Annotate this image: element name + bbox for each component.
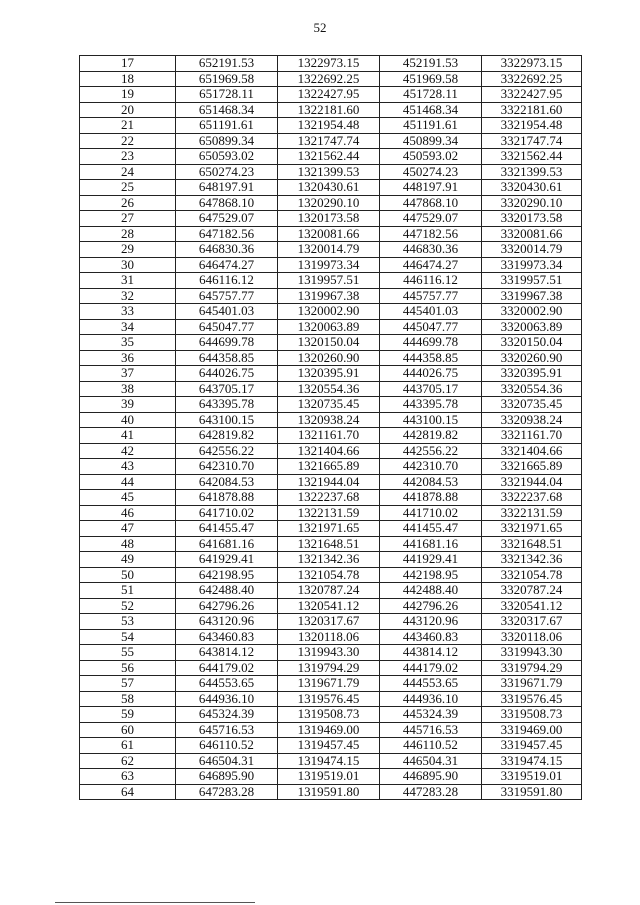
y-coordinate-cell: 1319519.01 [278, 769, 380, 785]
point-number-cell: 39 [80, 397, 176, 413]
x-coordinate-cell: 647182.56 [176, 226, 278, 242]
y-local-coordinate-cell: 3322427.95 [482, 87, 582, 103]
point-number-cell: 60 [80, 722, 176, 738]
y-coordinate-cell: 1321342.36 [278, 552, 380, 568]
y-local-coordinate-cell: 3320260.90 [482, 350, 582, 366]
y-coordinate-cell: 1320735.45 [278, 397, 380, 413]
x-local-coordinate-cell: 447868.10 [380, 195, 482, 211]
y-local-coordinate-cell: 3321747.74 [482, 133, 582, 149]
table-row [80, 381, 582, 397]
y-coordinate-cell: 1320002.90 [278, 304, 380, 320]
y-local-coordinate-cell: 3319943.30 [482, 645, 582, 661]
y-local-coordinate-cell: 3319457.45 [482, 738, 582, 754]
x-local-coordinate-cell: 452191.53 [380, 56, 482, 72]
y-local-coordinate-cell: 3321342.36 [482, 552, 582, 568]
point-number-cell: 43 [80, 459, 176, 475]
x-local-coordinate-cell: 443460.83 [380, 629, 482, 645]
y-coordinate-cell: 1320014.79 [278, 242, 380, 258]
table-row [80, 366, 582, 382]
table-row [80, 273, 582, 289]
point-number-cell: 53 [80, 614, 176, 630]
x-local-coordinate-cell: 442488.40 [380, 583, 482, 599]
y-coordinate-cell: 1319973.34 [278, 257, 380, 273]
x-coordinate-cell: 645047.77 [176, 319, 278, 335]
y-coordinate-cell: 1322692.25 [278, 71, 380, 87]
y-local-coordinate-cell: 3320787.24 [482, 583, 582, 599]
x-local-coordinate-cell: 445401.03 [380, 304, 482, 320]
table-row [80, 211, 582, 227]
y-coordinate-cell: 1319794.29 [278, 660, 380, 676]
point-number-cell: 40 [80, 412, 176, 428]
y-coordinate-cell: 1322973.15 [278, 56, 380, 72]
y-coordinate-cell: 1321399.53 [278, 164, 380, 180]
table-row [80, 660, 582, 676]
point-number-cell: 35 [80, 335, 176, 351]
x-coordinate-cell: 650593.02 [176, 149, 278, 165]
x-coordinate-cell: 651468.34 [176, 102, 278, 118]
table-row [80, 180, 582, 196]
point-number-cell: 30 [80, 257, 176, 273]
x-local-coordinate-cell: 441710.02 [380, 505, 482, 521]
point-number-cell: 42 [80, 443, 176, 459]
table-row [80, 459, 582, 475]
x-coordinate-cell: 643120.96 [176, 614, 278, 630]
y-coordinate-cell: 1320430.61 [278, 180, 380, 196]
y-local-coordinate-cell: 3322237.68 [482, 490, 582, 506]
y-local-coordinate-cell: 3320735.45 [482, 397, 582, 413]
y-coordinate-cell: 1319469.00 [278, 722, 380, 738]
table-row [80, 288, 582, 304]
table-row [80, 598, 582, 614]
table-row [80, 629, 582, 645]
table-row [80, 195, 582, 211]
y-coordinate-cell: 1322237.68 [278, 490, 380, 506]
y-coordinate-cell: 1320787.24 [278, 583, 380, 599]
table-row [80, 428, 582, 444]
x-coordinate-cell: 651969.58 [176, 71, 278, 87]
y-local-coordinate-cell: 3321054.78 [482, 567, 582, 583]
y-coordinate-cell: 1321404.66 [278, 443, 380, 459]
x-local-coordinate-cell: 445757.77 [380, 288, 482, 304]
point-number-cell: 56 [80, 660, 176, 676]
x-coordinate-cell: 644026.75 [176, 366, 278, 382]
y-coordinate-cell: 1321665.89 [278, 459, 380, 475]
point-number-cell: 34 [80, 319, 176, 335]
y-coordinate-cell: 1321971.65 [278, 521, 380, 537]
y-coordinate-cell: 1321944.04 [278, 474, 380, 490]
y-coordinate-cell: 1319474.15 [278, 753, 380, 769]
y-local-coordinate-cell: 3321404.66 [482, 443, 582, 459]
x-coordinate-cell: 650899.34 [176, 133, 278, 149]
point-number-cell: 46 [80, 505, 176, 521]
y-coordinate-cell: 1322131.59 [278, 505, 380, 521]
point-number-cell: 32 [80, 288, 176, 304]
table-row [80, 505, 582, 521]
x-coordinate-cell: 643814.12 [176, 645, 278, 661]
x-coordinate-cell: 641455.47 [176, 521, 278, 537]
table-row [80, 614, 582, 630]
x-local-coordinate-cell: 442819.82 [380, 428, 482, 444]
x-local-coordinate-cell: 446474.27 [380, 257, 482, 273]
x-local-coordinate-cell: 446504.31 [380, 753, 482, 769]
point-number-cell: 28 [80, 226, 176, 242]
table-row [80, 552, 582, 568]
footnote-divider [55, 902, 255, 903]
y-coordinate-cell: 1319957.51 [278, 273, 380, 289]
coordinates-table [79, 55, 582, 800]
x-local-coordinate-cell: 447529.07 [380, 211, 482, 227]
y-local-coordinate-cell: 3319973.34 [482, 257, 582, 273]
point-number-cell: 25 [80, 180, 176, 196]
table-row [80, 412, 582, 428]
point-number-cell: 27 [80, 211, 176, 227]
x-coordinate-cell: 651728.11 [176, 87, 278, 103]
table-row [80, 784, 582, 800]
point-number-cell: 48 [80, 536, 176, 552]
y-coordinate-cell: 1320118.06 [278, 629, 380, 645]
x-coordinate-cell: 642198.95 [176, 567, 278, 583]
y-coordinate-cell: 1319591.80 [278, 784, 380, 800]
x-coordinate-cell: 651191.61 [176, 118, 278, 134]
x-local-coordinate-cell: 450899.34 [380, 133, 482, 149]
x-coordinate-cell: 644179.02 [176, 660, 278, 676]
y-local-coordinate-cell: 3319508.73 [482, 707, 582, 723]
x-coordinate-cell: 646116.12 [176, 273, 278, 289]
x-local-coordinate-cell: 442198.95 [380, 567, 482, 583]
table-row [80, 87, 582, 103]
point-number-cell: 41 [80, 428, 176, 444]
x-local-coordinate-cell: 451191.61 [380, 118, 482, 134]
table-row [80, 707, 582, 723]
y-coordinate-cell: 1320063.89 [278, 319, 380, 335]
x-local-coordinate-cell: 444358.85 [380, 350, 482, 366]
x-coordinate-cell: 641710.02 [176, 505, 278, 521]
table-row [80, 691, 582, 707]
y-local-coordinate-cell: 3320063.89 [482, 319, 582, 335]
table-row [80, 226, 582, 242]
y-coordinate-cell: 1320554.36 [278, 381, 380, 397]
point-number-cell: 52 [80, 598, 176, 614]
x-local-coordinate-cell: 446116.12 [380, 273, 482, 289]
x-coordinate-cell: 643100.15 [176, 412, 278, 428]
table-row [80, 56, 582, 72]
y-local-coordinate-cell: 3320290.10 [482, 195, 582, 211]
coordinates-table-body [80, 56, 582, 800]
x-local-coordinate-cell: 442084.53 [380, 474, 482, 490]
point-number-cell: 33 [80, 304, 176, 320]
x-coordinate-cell: 643395.78 [176, 397, 278, 413]
x-local-coordinate-cell: 445324.39 [380, 707, 482, 723]
point-number-cell: 26 [80, 195, 176, 211]
x-local-coordinate-cell: 447182.56 [380, 226, 482, 242]
x-coordinate-cell: 646110.52 [176, 738, 278, 754]
y-local-coordinate-cell: 3321648.51 [482, 536, 582, 552]
x-local-coordinate-cell: 445716.53 [380, 722, 482, 738]
y-local-coordinate-cell: 3321971.65 [482, 521, 582, 537]
point-number-cell: 49 [80, 552, 176, 568]
x-local-coordinate-cell: 441929.41 [380, 552, 482, 568]
point-number-cell: 18 [80, 71, 176, 87]
x-coordinate-cell: 642310.70 [176, 459, 278, 475]
x-local-coordinate-cell: 442556.22 [380, 443, 482, 459]
x-local-coordinate-cell: 450274.23 [380, 164, 482, 180]
y-coordinate-cell: 1319457.45 [278, 738, 380, 754]
table-row [80, 443, 582, 459]
x-local-coordinate-cell: 444936.10 [380, 691, 482, 707]
y-local-coordinate-cell: 3321944.04 [482, 474, 582, 490]
x-local-coordinate-cell: 446895.90 [380, 769, 482, 785]
x-coordinate-cell: 644936.10 [176, 691, 278, 707]
x-coordinate-cell: 644553.65 [176, 676, 278, 692]
y-local-coordinate-cell: 3320554.36 [482, 381, 582, 397]
x-coordinate-cell: 646474.27 [176, 257, 278, 273]
x-local-coordinate-cell: 443705.17 [380, 381, 482, 397]
table-row [80, 645, 582, 661]
point-number-cell: 36 [80, 350, 176, 366]
table-row [80, 490, 582, 506]
y-local-coordinate-cell: 3320938.24 [482, 412, 582, 428]
y-local-coordinate-cell: 3321399.53 [482, 164, 582, 180]
y-local-coordinate-cell: 3320317.67 [482, 614, 582, 630]
point-number-cell: 58 [80, 691, 176, 707]
table-row [80, 738, 582, 754]
point-number-cell: 45 [80, 490, 176, 506]
x-coordinate-cell: 646895.90 [176, 769, 278, 785]
y-local-coordinate-cell: 3319957.51 [482, 273, 582, 289]
x-coordinate-cell: 643705.17 [176, 381, 278, 397]
y-local-coordinate-cell: 3319469.00 [482, 722, 582, 738]
y-local-coordinate-cell: 3320014.79 [482, 242, 582, 258]
x-coordinate-cell: 650274.23 [176, 164, 278, 180]
x-local-coordinate-cell: 444699.78 [380, 335, 482, 351]
y-local-coordinate-cell: 3320150.04 [482, 335, 582, 351]
y-coordinate-cell: 1321648.51 [278, 536, 380, 552]
point-number-cell: 23 [80, 149, 176, 165]
x-local-coordinate-cell: 448197.91 [380, 180, 482, 196]
x-coordinate-cell: 642488.40 [176, 583, 278, 599]
y-local-coordinate-cell: 3321161.70 [482, 428, 582, 444]
x-coordinate-cell: 645401.03 [176, 304, 278, 320]
y-coordinate-cell: 1319576.45 [278, 691, 380, 707]
table-row [80, 335, 582, 351]
y-local-coordinate-cell: 3319474.15 [482, 753, 582, 769]
x-local-coordinate-cell: 441878.88 [380, 490, 482, 506]
table-row [80, 118, 582, 134]
x-coordinate-cell: 645757.77 [176, 288, 278, 304]
x-coordinate-cell: 647868.10 [176, 195, 278, 211]
x-local-coordinate-cell: 442310.70 [380, 459, 482, 475]
y-local-coordinate-cell: 3322181.60 [482, 102, 582, 118]
x-local-coordinate-cell: 443395.78 [380, 397, 482, 413]
point-number-cell: 59 [80, 707, 176, 723]
point-number-cell: 50 [80, 567, 176, 583]
y-local-coordinate-cell: 3320541.12 [482, 598, 582, 614]
y-coordinate-cell: 1321054.78 [278, 567, 380, 583]
point-number-cell: 37 [80, 366, 176, 382]
table-row [80, 521, 582, 537]
y-coordinate-cell: 1319508.73 [278, 707, 380, 723]
table-row [80, 149, 582, 165]
y-local-coordinate-cell: 3321954.48 [482, 118, 582, 134]
table-row [80, 567, 582, 583]
x-coordinate-cell: 644699.78 [176, 335, 278, 351]
table-row [80, 722, 582, 738]
x-local-coordinate-cell: 443100.15 [380, 412, 482, 428]
table-row [80, 676, 582, 692]
y-coordinate-cell: 1320260.90 [278, 350, 380, 366]
x-coordinate-cell: 642796.26 [176, 598, 278, 614]
y-local-coordinate-cell: 3319671.79 [482, 676, 582, 692]
y-local-coordinate-cell: 3319591.80 [482, 784, 582, 800]
table-row [80, 319, 582, 335]
point-number-cell: 20 [80, 102, 176, 118]
y-coordinate-cell: 1320938.24 [278, 412, 380, 428]
table-row [80, 583, 582, 599]
y-local-coordinate-cell: 3322131.59 [482, 505, 582, 521]
y-coordinate-cell: 1321954.48 [278, 118, 380, 134]
x-local-coordinate-cell: 447283.28 [380, 784, 482, 800]
point-number-cell: 64 [80, 784, 176, 800]
table-row [80, 753, 582, 769]
y-local-coordinate-cell: 3319794.29 [482, 660, 582, 676]
point-number-cell: 24 [80, 164, 176, 180]
x-local-coordinate-cell: 450593.02 [380, 149, 482, 165]
y-coordinate-cell: 1320290.10 [278, 195, 380, 211]
x-local-coordinate-cell: 443814.12 [380, 645, 482, 661]
y-local-coordinate-cell: 3320081.66 [482, 226, 582, 242]
point-number-cell: 57 [80, 676, 176, 692]
x-local-coordinate-cell: 446830.36 [380, 242, 482, 258]
x-coordinate-cell: 641681.16 [176, 536, 278, 552]
y-coordinate-cell: 1321747.74 [278, 133, 380, 149]
x-coordinate-cell: 641878.88 [176, 490, 278, 506]
y-coordinate-cell: 1321562.44 [278, 149, 380, 165]
table-row [80, 71, 582, 87]
table-row [80, 133, 582, 149]
x-local-coordinate-cell: 451728.11 [380, 87, 482, 103]
x-local-coordinate-cell: 451969.58 [380, 71, 482, 87]
point-number-cell: 17 [80, 56, 176, 72]
x-local-coordinate-cell: 444553.65 [380, 676, 482, 692]
x-coordinate-cell: 646504.31 [176, 753, 278, 769]
x-coordinate-cell: 644358.85 [176, 350, 278, 366]
y-coordinate-cell: 1320541.12 [278, 598, 380, 614]
y-local-coordinate-cell: 3319519.01 [482, 769, 582, 785]
y-coordinate-cell: 1319967.38 [278, 288, 380, 304]
x-coordinate-cell: 642556.22 [176, 443, 278, 459]
x-local-coordinate-cell: 446110.52 [380, 738, 482, 754]
y-local-coordinate-cell: 3319967.38 [482, 288, 582, 304]
y-coordinate-cell: 1322427.95 [278, 87, 380, 103]
point-number-cell: 47 [80, 521, 176, 537]
table-row [80, 350, 582, 366]
point-number-cell: 61 [80, 738, 176, 754]
y-local-coordinate-cell: 3321562.44 [482, 149, 582, 165]
y-coordinate-cell: 1320081.66 [278, 226, 380, 242]
page-number: 52 [313, 20, 327, 35]
y-coordinate-cell: 1320317.67 [278, 614, 380, 630]
table-row [80, 257, 582, 273]
table-row [80, 536, 582, 552]
table-row [80, 474, 582, 490]
point-number-cell: 19 [80, 87, 176, 103]
y-coordinate-cell: 1319671.79 [278, 676, 380, 692]
y-local-coordinate-cell: 3321665.89 [482, 459, 582, 475]
y-coordinate-cell: 1320150.04 [278, 335, 380, 351]
point-number-cell: 55 [80, 645, 176, 661]
table-row [80, 304, 582, 320]
y-coordinate-cell: 1320173.58 [278, 211, 380, 227]
point-number-cell: 21 [80, 118, 176, 134]
x-local-coordinate-cell: 442796.26 [380, 598, 482, 614]
x-coordinate-cell: 645324.39 [176, 707, 278, 723]
y-local-coordinate-cell: 3320430.61 [482, 180, 582, 196]
x-coordinate-cell: 645716.53 [176, 722, 278, 738]
table-row [80, 769, 582, 785]
x-coordinate-cell: 642084.53 [176, 474, 278, 490]
x-local-coordinate-cell: 445047.77 [380, 319, 482, 335]
x-coordinate-cell: 642819.82 [176, 428, 278, 444]
y-local-coordinate-cell: 3319576.45 [482, 691, 582, 707]
x-local-coordinate-cell: 444026.75 [380, 366, 482, 382]
x-local-coordinate-cell: 451468.34 [380, 102, 482, 118]
y-local-coordinate-cell: 3320002.90 [482, 304, 582, 320]
y-local-coordinate-cell: 3320173.58 [482, 211, 582, 227]
y-coordinate-cell: 1320395.91 [278, 366, 380, 382]
x-coordinate-cell: 641929.41 [176, 552, 278, 568]
x-coordinate-cell: 647283.28 [176, 784, 278, 800]
y-coordinate-cell: 1322181.60 [278, 102, 380, 118]
y-local-coordinate-cell: 3320395.91 [482, 366, 582, 382]
y-local-coordinate-cell: 3322973.15 [482, 56, 582, 72]
table-row [80, 164, 582, 180]
y-coordinate-cell: 1321161.70 [278, 428, 380, 444]
x-coordinate-cell: 646830.36 [176, 242, 278, 258]
point-number-cell: 38 [80, 381, 176, 397]
point-number-cell: 54 [80, 629, 176, 645]
point-number-cell: 29 [80, 242, 176, 258]
table-row [80, 102, 582, 118]
x-local-coordinate-cell: 444179.02 [380, 660, 482, 676]
point-number-cell: 51 [80, 583, 176, 599]
x-coordinate-cell: 652191.53 [176, 56, 278, 72]
table-row [80, 242, 582, 258]
x-local-coordinate-cell: 443120.96 [380, 614, 482, 630]
point-number-cell: 63 [80, 769, 176, 785]
table-row [80, 397, 582, 413]
point-number-cell: 22 [80, 133, 176, 149]
x-local-coordinate-cell: 441455.47 [380, 521, 482, 537]
point-number-cell: 62 [80, 753, 176, 769]
x-local-coordinate-cell: 441681.16 [380, 536, 482, 552]
point-number-cell: 44 [80, 474, 176, 490]
point-number-cell: 31 [80, 273, 176, 289]
x-coordinate-cell: 643460.83 [176, 629, 278, 645]
y-coordinate-cell: 1319943.30 [278, 645, 380, 661]
y-local-coordinate-cell: 3322692.25 [482, 71, 582, 87]
y-local-coordinate-cell: 3320118.06 [482, 629, 582, 645]
x-coordinate-cell: 647529.07 [176, 211, 278, 227]
x-coordinate-cell: 648197.91 [176, 180, 278, 196]
